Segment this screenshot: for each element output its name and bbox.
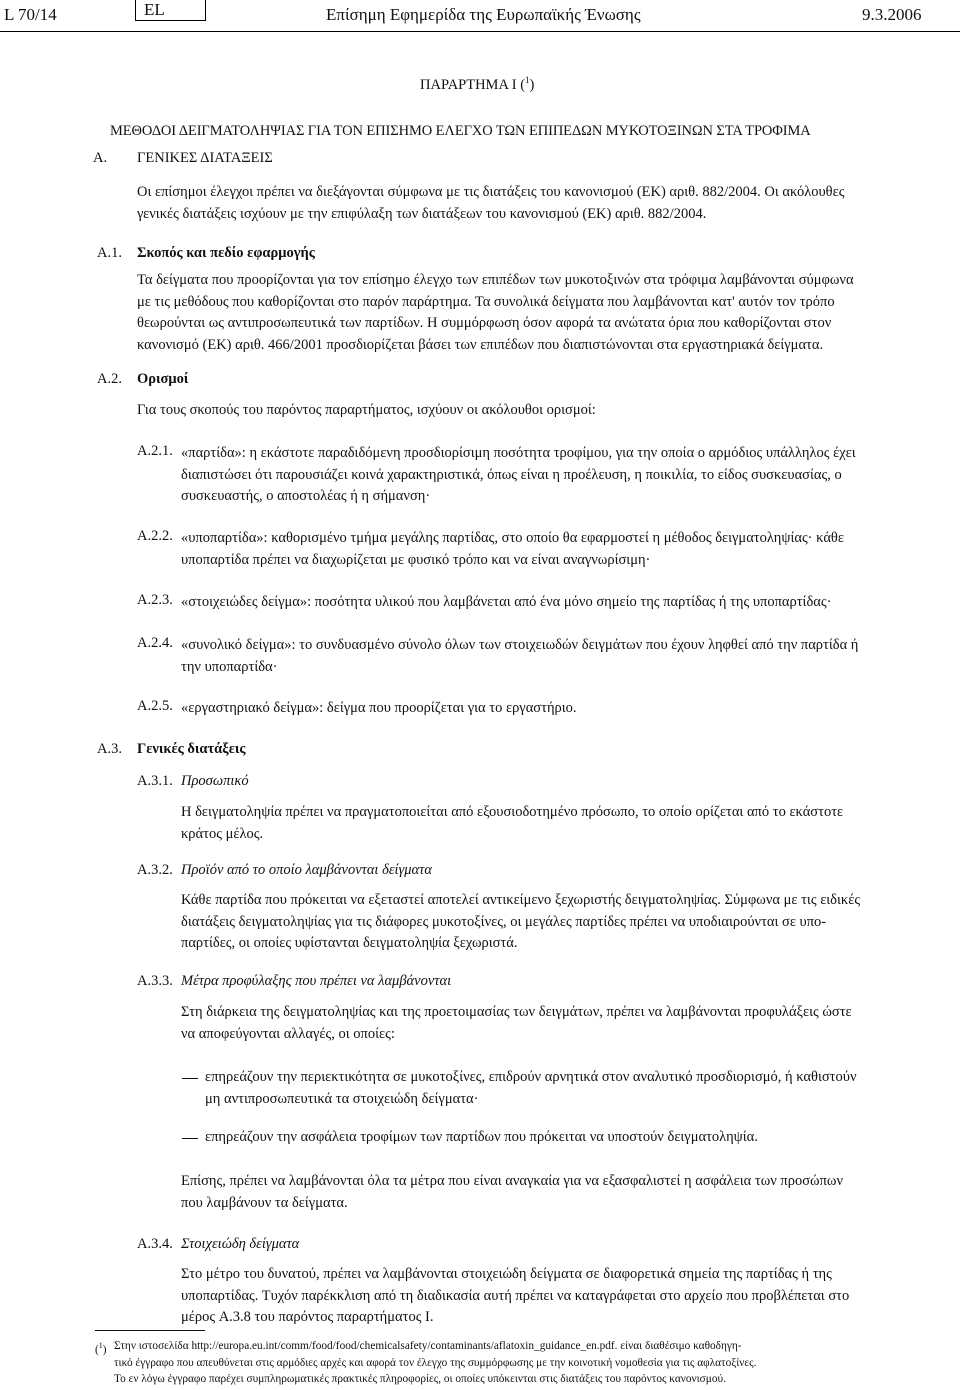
def-number: A.2.5. (137, 698, 173, 714)
main-title: ΜΕΘΟΔΟΙ ΔΕΙΓΜΑΤΟΛΗΨΙΑΣ ΓΙΑ ΤΟΝ ΕΠΙΣΗΜΟ ΕΛΕΓΧΟ ΤΩΝ ΕΠΙΠΕΔΩΝ ΜΥΚΟΤΟΞΙΝΩΝ ΣΤΑ ΤΡΟΦΙΜΑ (110, 123, 811, 139)
a1-number: A.1. (97, 245, 122, 261)
text-line: επηρεάζουν την ασφάλεια τροφίμων των παρτίδων που πρόκειται να υποστούν δειγματοληψία. (205, 1129, 758, 1145)
text-line: Επίσης, πρέπει να λαμβάνονται όλα τα μέτρα που είναι αναγκαία για να εξασφαλιστεί η ασφάλεια των προσώπων (181, 1173, 844, 1189)
annex-title-text: ΠΑΡΑΡΤΗΜΑ I (420, 76, 517, 93)
text-line: «παρτίδα»: η εκάστοτε παραδιδόμενη προσδιορίσιμη ποσότητα τροφίμου, για την οποία ο αρμόδιος υπάλληλος έχει (181, 445, 856, 461)
def-text (181, 698, 862, 720)
text-line: Οι επίσημοι έλεγχοι πρέπει να διεξάγονται σύμφωνα με τις διατάξεις του κανονισμού (ΕΚ) αριθ. 882/2004. Οι ακόλουθες (137, 184, 845, 200)
bullet-item (205, 1127, 862, 1149)
def-text (181, 592, 862, 614)
a32-title: Προϊόν από το οποίο λαμβάνονται δείγματα (181, 862, 432, 878)
annex-title: ΠΑΡΑΡΤΗΜΑ I ($^1$) (420, 75, 535, 93)
section-a-number: A. (93, 150, 108, 166)
text-line: «εργαστηριακό δείγμα»: δείγμα που προορίζεται για το εργαστήριο. (181, 700, 577, 716)
text-line: τικό έγγραφο που απευθύνεται στις αρμόδιες αρχές και αφορά τον έλεγχο της συμμόρφωσης με την κοινοτική νομοθεσία για τις αφλατοξίνες. (114, 1356, 757, 1369)
a34-title: Στοιχειώδη δείγματα (181, 1236, 300, 1252)
a31-number: A.3.1. (137, 773, 173, 789)
footnote-marker: 1 (525, 75, 530, 85)
annex-note-close: ) (529, 76, 535, 93)
text-line: «υποπαρτίδα»: καθορισμένο τμήμα μεγάλης παρτίδας, στο οποίο θα εφαρμοστεί η μέθοδος δειγματοληψίας· κάθε (181, 530, 844, 546)
a2-intro: Για τους σκοπούς του παρόντος παραρτήματος, ισχύουν οι ακόλουθοι ορισμοί: (137, 402, 596, 418)
text-line: Η δειγματοληψία πρέπει να πραγματοποιείται από εξουσιοδοτημένο πρόσωπο, το οποίο ορίζεται από το εκάστοτε (181, 804, 844, 820)
text-line: υποπαρτίδας. Τυχόν παρέκκλιση από τη διαδικασία αυτή πρέπει να καταγράφεται στο αρχείο που προβλέπεται στο (181, 1287, 850, 1304)
text-line: διαπιστώσει ότι παρουσιάζει κοινά χαρακτηριστικά, όπως είναι η προέλευση, η ποικιλία, το είδος συσκευασίας, ο (181, 466, 842, 483)
page-reference: L 70/14 (4, 5, 57, 24)
section-a-title: ΓΕΝΙΚΕΣ ΔΙΑΤΑΞΕΙΣ (137, 150, 273, 166)
text-line: κανονισμό (ΕΚ) αριθ. 466/2001 προσδιορίζεται βάσει των επιπέδων που διαπιστώνονται στα εργαστηριακά δείγματα. (137, 336, 824, 353)
text-line: Το εν λόγω έγγραφο παρέχει συμπληρωματικές πρακτικές πληροφορίες, οι οποίες υπόκεινται στις διατάξεις του παρόντος κανονισμού. (114, 1373, 726, 1385)
text-line: διατάξεις δειγματοληψίας για τις διάφορες μυκοτοξίνες, οι μεγάλες παρτίδες πρέπει να υποδιαιρούνται σε υπο- (181, 913, 827, 930)
text-line: συσκευαστής, ο αποστολέας ή η σήμανση· (181, 488, 431, 505)
a1-body (137, 270, 862, 356)
def-text (181, 528, 862, 571)
a34-number: A.3.4. (137, 1236, 173, 1252)
def-text (181, 635, 862, 678)
a33-outro (181, 1171, 862, 1214)
language-badge: EL (135, 0, 206, 21)
bullet-dash (182, 1138, 198, 1139)
a31-body (181, 802, 862, 845)
text-line: Τα δείγματα που προορίζονται για τον επίσημο έλεγχο των επιπέδων των μυκοτοξινών στα τρόφιμα λαμβάνονται σύμφωνα (137, 272, 854, 288)
def-text (181, 443, 862, 508)
footnote-rule (95, 1330, 205, 1331)
text-line: Στην ιστοσελίδα http://europa.eu.int/comm/food/food/chemicalsafety/contaminants/aflatoxin_guidance_en.pdf. είναι διαθέσιμο καθοδηγη- (114, 1340, 742, 1352)
a1-title: Σκοπός και πεδίο εφαρμογής (137, 245, 315, 261)
bullet-item (205, 1067, 862, 1110)
a34-body (181, 1264, 862, 1329)
def-number: A.2.1. (137, 443, 173, 459)
text-line: γενικές διατάξεις ισχύουν με την επιφύλαξη των διατάξεων του κανονισμού (ΕΚ) αριθ. 882/2004. (137, 205, 707, 222)
text-line: Στη διάρκεια της δειγματοληψίας και της προετοιμασίας των δειγμάτων, πρέπει να λαμβάνονται προφυλάξεις ώστε (181, 1004, 852, 1020)
def-number: A.2.2. (137, 528, 173, 544)
text-line: που λαμβάνουν τα δείγματα. (181, 1194, 348, 1211)
a3-title: Γενικές διατάξεις (137, 741, 246, 757)
text-line: μη αντιπροσωπευτικά τα στοιχειώδη δείγματα· (205, 1090, 479, 1107)
section-a-intro (137, 182, 862, 225)
text-line: παρτίδες, οι οποίες υφίστανται δειγματοληψία ξεχωριστά. (181, 935, 518, 952)
text-line: Στο μέτρο του δυνατού, πρέπει να λαμβάνονται στοιχειώδη δείγματα σε διαφορετικά σημεία της παρτίδας ή της (181, 1266, 832, 1282)
header-rule (0, 31, 960, 32)
a33-number: A.3.3. (137, 973, 173, 989)
text-line: επηρεάζουν την περιεκτικότητα σε μυκοτοξίνες, επιδρούν αρνητικά στον αναλυτικό προσδιορισμό, ή καθιστούν (205, 1069, 857, 1085)
a32-body (181, 890, 862, 955)
text-line: Κάθε παρτίδα που πρόκειται να εξεταστεί αποτελεί αντικείμενο ξεχωριστής δειγματοληψίας. Σύμφωνα με τις ειδικές (181, 892, 861, 908)
footnote-text (114, 1338, 864, 1388)
journal-title: Επίσημη Εφημερίδα της Ευρωπαϊκής Ένωσης (326, 5, 641, 24)
text-line: κράτος μέλος. (181, 825, 264, 842)
a33-title: Μέτρα προφύλαξης που πρέπει να λαμβάνονται (181, 973, 452, 989)
text-line: «στοιχειώδες δείγμα»: ποσότητα υλικού που λαμβάνεται από ένα μόνο σημείο της παρτίδας ή της υποπαρτίδας· (181, 594, 832, 610)
footnote-number: ($^1$) (95, 1341, 107, 1356)
bullet-dash (182, 1078, 198, 1079)
text-line: «συνολικό δείγμα»: το συνδυασμένο σύνολο όλων των στοιχειωδών δειγμάτων που έχουν ληφθεί από την παρτίδα ή (181, 637, 859, 653)
a2-title: Ορισμοί (137, 371, 189, 387)
footnote-marker: 1 (98, 1341, 103, 1350)
a3-number: A.3. (97, 741, 122, 757)
a33-intro (181, 1002, 862, 1045)
a2-number: A.2. (97, 371, 122, 387)
text-line: να αποφεύγονται αλλαγές, οι οποίες: (181, 1025, 395, 1042)
a32-number: A.3.2. (137, 862, 173, 878)
text-line: την υποπαρτίδα· (181, 658, 278, 675)
a31-title: Προσωπικό (181, 773, 249, 789)
text-line: με τις μεθόδους που καθορίζονται στο παρόν παράρτημα. Τα συνολικά δείγματα που λαμβάνονται κατ' αυτόν τον τρόπο (137, 293, 835, 310)
def-number: A.2.4. (137, 635, 173, 651)
publication-date: 9.3.2006 (862, 5, 922, 24)
text-line: θεωρούνται ως αντιπροσωπευτικά των παρτίδων. Η συμμόρφωση όσον αφορά τα ανώτατα όρια που καθορίζονται στον (137, 315, 832, 332)
text-line: υποπαρτίδα πρέπει να διαχωρίζεται με φυσικό τρόπο και να είναι αναγνωρίσιμη· (181, 551, 651, 568)
def-number: A.2.3. (137, 592, 173, 608)
text-line: μέρος A.3.8 του παρόντος παραρτήματος I. (181, 1309, 434, 1326)
